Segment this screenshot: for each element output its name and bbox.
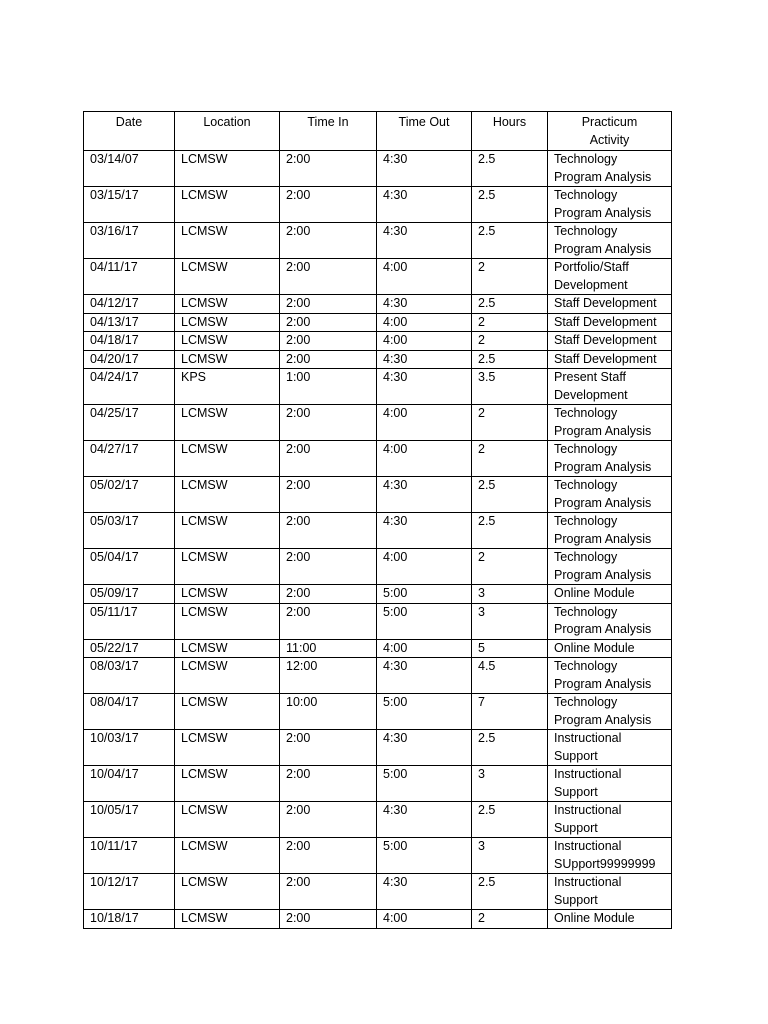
table-row xyxy=(84,603,672,639)
table-row xyxy=(84,766,672,802)
cell-time-in: 2:00 xyxy=(280,332,377,351)
table-row xyxy=(84,730,672,766)
activity-line: Development xyxy=(554,387,628,402)
activity-line: Staff Development xyxy=(554,296,657,310)
cell-time-in: 2:00 xyxy=(280,730,377,766)
activity-line: Technology xyxy=(554,604,618,619)
cell-location: LCMSW xyxy=(175,187,280,223)
activity-line: Portfolio/Staff xyxy=(554,260,629,274)
activity-line: Program Analysis xyxy=(554,205,652,220)
cell-time-in: 2:00 xyxy=(280,802,377,838)
activity-line: Support xyxy=(554,748,598,763)
cell-location: LCMSW xyxy=(175,549,280,585)
cell-date: 04/20/17 xyxy=(84,350,175,369)
cell-hours: 2 xyxy=(472,910,548,929)
cell-hours: 2 xyxy=(472,313,548,332)
activity-line: Support xyxy=(554,892,598,907)
cell-hours: 2.5 xyxy=(472,513,548,549)
activity-line: Present Staff xyxy=(554,370,627,384)
cell-practicum-activity xyxy=(548,350,672,369)
cell-hours: 2 xyxy=(472,441,548,477)
table-row xyxy=(84,658,672,694)
cell-location: LCMSW xyxy=(175,910,280,929)
cell-time-out: 4:30 xyxy=(377,477,472,513)
header-date: Date xyxy=(84,112,175,151)
cell-location: KPS xyxy=(175,369,280,405)
cell-date: 04/25/17 xyxy=(84,405,175,441)
activity-line: Support xyxy=(554,784,598,799)
cell-practicum-activity xyxy=(548,369,672,405)
activity-line: Technology xyxy=(554,224,618,238)
cell-date: 04/13/17 xyxy=(84,313,175,332)
cell-practicum-activity xyxy=(548,513,672,549)
activity-line: Online Module xyxy=(554,586,635,600)
cell-practicum-activity xyxy=(548,477,672,513)
cell-time-out: 4:30 xyxy=(377,658,472,694)
activity-line: Staff Development xyxy=(554,314,657,329)
cell-hours: 2.5 xyxy=(472,187,548,223)
cell-time-in: 1:00 xyxy=(280,369,377,405)
cell-time-out: 4:00 xyxy=(377,332,472,351)
cell-date: 10/12/17 xyxy=(84,874,175,910)
activity-line: Program Analysis xyxy=(554,567,652,582)
cell-time-in: 2:00 xyxy=(280,295,377,314)
cell-date: 05/03/17 xyxy=(84,513,175,549)
cell-location: LCMSW xyxy=(175,658,280,694)
activity-line: Support xyxy=(554,820,598,835)
cell-hours: 3 xyxy=(472,766,548,802)
cell-hours: 2.5 xyxy=(472,223,548,259)
activity-line: Program Analysis xyxy=(554,495,652,510)
cell-hours: 3.5 xyxy=(472,369,548,405)
cell-location: LCMSW xyxy=(175,350,280,369)
cell-location: LCMSW xyxy=(175,332,280,351)
cell-time-out: 5:00 xyxy=(377,603,472,639)
cell-practicum-activity xyxy=(548,332,672,351)
cell-time-out: 4:00 xyxy=(377,405,472,441)
cell-time-out: 4:30 xyxy=(377,369,472,405)
header-time-out: Time Out xyxy=(377,112,472,151)
cell-date: 03/16/17 xyxy=(84,223,175,259)
cell-date: 04/24/17 xyxy=(84,369,175,405)
cell-time-in: 2:00 xyxy=(280,259,377,295)
cell-time-out: 5:00 xyxy=(377,838,472,874)
cell-hours: 2 xyxy=(472,259,548,295)
cell-time-in: 2:00 xyxy=(280,405,377,441)
cell-time-in: 2:00 xyxy=(280,585,377,604)
table-row xyxy=(84,694,672,730)
cell-hours: 2.5 xyxy=(472,730,548,766)
activity-line: Program Analysis xyxy=(554,622,652,636)
table-body xyxy=(84,151,672,929)
cell-practicum-activity xyxy=(548,295,672,314)
cell-time-in: 2:00 xyxy=(280,441,377,477)
cell-time-out: 4:30 xyxy=(377,350,472,369)
cell-time-out: 4:30 xyxy=(377,187,472,223)
cell-date: 10/18/17 xyxy=(84,910,175,929)
activity-line: Technology xyxy=(554,659,618,673)
activity-line: Technology xyxy=(554,514,618,528)
cell-hours: 2 xyxy=(472,405,548,441)
cell-time-out: 4:30 xyxy=(377,874,472,910)
cell-time-in: 12:00 xyxy=(280,658,377,694)
activity-line: Staff Development xyxy=(554,351,657,366)
cell-location: LCMSW xyxy=(175,639,280,658)
activity-line: Online Module xyxy=(554,640,635,655)
cell-date: 05/02/17 xyxy=(84,477,175,513)
cell-date: 04/11/17 xyxy=(84,259,175,295)
cell-practicum-activity xyxy=(548,259,672,295)
cell-date: 10/04/17 xyxy=(84,766,175,802)
cell-time-out: 4:30 xyxy=(377,223,472,259)
cell-practicum-activity xyxy=(548,603,672,639)
cell-hours: 2 xyxy=(472,332,548,351)
cell-time-in: 10:00 xyxy=(280,694,377,730)
cell-location: LCMSW xyxy=(175,513,280,549)
cell-date: 05/04/17 xyxy=(84,549,175,585)
cell-date: 08/03/17 xyxy=(84,658,175,694)
cell-location: LCMSW xyxy=(175,223,280,259)
cell-date: 10/05/17 xyxy=(84,802,175,838)
cell-location: LCMSW xyxy=(175,838,280,874)
table-row xyxy=(84,295,672,314)
cell-date: 03/14/07 xyxy=(84,151,175,187)
table-row xyxy=(84,151,672,187)
cell-practicum-activity xyxy=(548,151,672,187)
cell-date: 10/11/17 xyxy=(84,838,175,874)
cell-hours: 2.5 xyxy=(472,350,548,369)
header-hours: Hours xyxy=(472,112,548,151)
cell-hours: 2 xyxy=(472,549,548,585)
cell-practicum-activity xyxy=(548,405,672,441)
activity-line: Program Analysis xyxy=(554,531,652,546)
table-row xyxy=(84,549,672,585)
cell-time-out: 4:30 xyxy=(377,730,472,766)
practicum-hours-table xyxy=(83,111,672,929)
activity-line: Technology xyxy=(554,478,618,492)
cell-date: 04/12/17 xyxy=(84,295,175,314)
cell-hours: 2.5 xyxy=(472,874,548,910)
activity-line: Technology xyxy=(554,406,618,420)
header-practicum-activity xyxy=(548,112,672,151)
cell-time-in: 2:00 xyxy=(280,874,377,910)
table-row xyxy=(84,332,672,351)
cell-practicum-activity xyxy=(548,658,672,694)
cell-time-in: 2:00 xyxy=(280,603,377,639)
activity-line: Technology xyxy=(554,550,618,564)
activity-line: Technology xyxy=(554,695,618,709)
cell-location: LCMSW xyxy=(175,405,280,441)
activity-line: Instructional xyxy=(554,803,622,817)
cell-practicum-activity xyxy=(548,187,672,223)
cell-hours: 2.5 xyxy=(472,151,548,187)
cell-hours: 5 xyxy=(472,639,548,658)
cell-practicum-activity xyxy=(548,549,672,585)
cell-location: LCMSW xyxy=(175,603,280,639)
table-row xyxy=(84,441,672,477)
cell-date: 05/11/17 xyxy=(84,603,175,639)
activity-line: Technology xyxy=(554,188,618,202)
cell-location: LCMSW xyxy=(175,730,280,766)
cell-location: LCMSW xyxy=(175,313,280,332)
cell-time-in: 2:00 xyxy=(280,151,377,187)
activity-line: Program Analysis xyxy=(554,423,652,438)
table-row xyxy=(84,405,672,441)
header-time-in: Time In xyxy=(280,112,377,151)
activity-line: Online Module xyxy=(554,911,635,925)
cell-practicum-activity xyxy=(548,730,672,766)
cell-hours: 7 xyxy=(472,694,548,730)
cell-hours: 2.5 xyxy=(472,477,548,513)
cell-time-in: 2:00 xyxy=(280,223,377,259)
header-activity-line-2: Activity xyxy=(589,132,630,147)
cell-hours: 3 xyxy=(472,603,548,639)
cell-practicum-activity xyxy=(548,585,672,604)
activity-line: Development xyxy=(554,277,628,292)
cell-practicum-activity xyxy=(548,694,672,730)
cell-time-out: 4:00 xyxy=(377,549,472,585)
table-row xyxy=(84,802,672,838)
cell-hours: 2.5 xyxy=(472,295,548,314)
table-row xyxy=(84,639,672,658)
table-row xyxy=(84,513,672,549)
cell-practicum-activity xyxy=(548,441,672,477)
activity-line: Program Analysis xyxy=(554,241,652,256)
cell-practicum-activity xyxy=(548,223,672,259)
cell-date: 04/18/17 xyxy=(84,332,175,351)
activity-line: Program Analysis xyxy=(554,459,652,474)
cell-time-out: 5:00 xyxy=(377,585,472,604)
activity-line: Instructional xyxy=(554,875,622,889)
cell-time-in: 2:00 xyxy=(280,313,377,332)
cell-hours: 2.5 xyxy=(472,802,548,838)
cell-practicum-activity xyxy=(548,874,672,910)
table-row xyxy=(84,585,672,604)
table-row xyxy=(84,910,672,929)
activity-line: Program Analysis xyxy=(554,169,652,184)
cell-location: LCMSW xyxy=(175,477,280,513)
cell-location: LCMSW xyxy=(175,802,280,838)
cell-time-out: 4:30 xyxy=(377,802,472,838)
table-row xyxy=(84,838,672,874)
cell-time-out: 4:00 xyxy=(377,910,472,929)
cell-hours: 3 xyxy=(472,585,548,604)
cell-hours: 4.5 xyxy=(472,658,548,694)
cell-time-in: 2:00 xyxy=(280,477,377,513)
cell-practicum-activity xyxy=(548,766,672,802)
cell-time-in: 2:00 xyxy=(280,350,377,369)
cell-hours: 3 xyxy=(472,838,548,874)
cell-date: 03/15/17 xyxy=(84,187,175,223)
cell-practicum-activity xyxy=(548,639,672,658)
cell-time-out: 4:30 xyxy=(377,151,472,187)
cell-date: 08/04/17 xyxy=(84,694,175,730)
activity-line: Staff Development xyxy=(554,333,657,347)
cell-time-in: 2:00 xyxy=(280,766,377,802)
table-row xyxy=(84,874,672,910)
cell-time-out: 5:00 xyxy=(377,766,472,802)
cell-time-out: 4:00 xyxy=(377,313,472,332)
table-row xyxy=(84,350,672,369)
cell-time-in: 2:00 xyxy=(280,187,377,223)
cell-date: 10/03/17 xyxy=(84,730,175,766)
cell-time-out: 4:30 xyxy=(377,513,472,549)
cell-date: 05/09/17 xyxy=(84,585,175,604)
cell-time-out: 4:00 xyxy=(377,259,472,295)
cell-time-out: 4:00 xyxy=(377,639,472,658)
table-row xyxy=(84,259,672,295)
cell-time-in: 2:00 xyxy=(280,549,377,585)
cell-date: 05/22/17 xyxy=(84,639,175,658)
cell-location: LCMSW xyxy=(175,151,280,187)
activity-line: Technology xyxy=(554,152,618,166)
cell-location: LCMSW xyxy=(175,295,280,314)
table-row xyxy=(84,477,672,513)
cell-practicum-activity xyxy=(548,802,672,838)
table-row xyxy=(84,313,672,332)
cell-location: LCMSW xyxy=(175,259,280,295)
table-row xyxy=(84,187,672,223)
activity-line: Instructional xyxy=(554,839,622,853)
cell-practicum-activity xyxy=(548,313,672,332)
activity-line: Program Analysis xyxy=(554,712,652,727)
cell-time-in: 2:00 xyxy=(280,513,377,549)
activity-line: Instructional xyxy=(554,767,622,781)
cell-time-in: 11:00 xyxy=(280,639,377,658)
cell-location: LCMSW xyxy=(175,766,280,802)
cell-location: LCMSW xyxy=(175,694,280,730)
cell-time-out: 5:00 xyxy=(377,694,472,730)
table-row xyxy=(84,223,672,259)
cell-date: 04/27/17 xyxy=(84,441,175,477)
cell-location: LCMSW xyxy=(175,585,280,604)
cell-location: LCMSW xyxy=(175,874,280,910)
cell-time-out: 4:00 xyxy=(377,441,472,477)
cell-location: LCMSW xyxy=(175,441,280,477)
header-activity-line-1: Practicum xyxy=(581,115,638,129)
activity-line: Technology xyxy=(554,442,618,456)
table-header-row xyxy=(84,112,672,151)
table-row xyxy=(84,369,672,405)
cell-time-in: 2:00 xyxy=(280,838,377,874)
cell-time-out: 4:30 xyxy=(377,295,472,314)
header-location: Location xyxy=(175,112,280,151)
cell-practicum-activity xyxy=(548,838,672,874)
cell-time-in: 2:00 xyxy=(280,910,377,929)
activity-line: Instructional xyxy=(554,731,622,745)
activity-line: SUpport99999999 xyxy=(554,856,656,871)
cell-practicum-activity xyxy=(548,910,672,929)
activity-line: Program Analysis xyxy=(554,676,652,691)
